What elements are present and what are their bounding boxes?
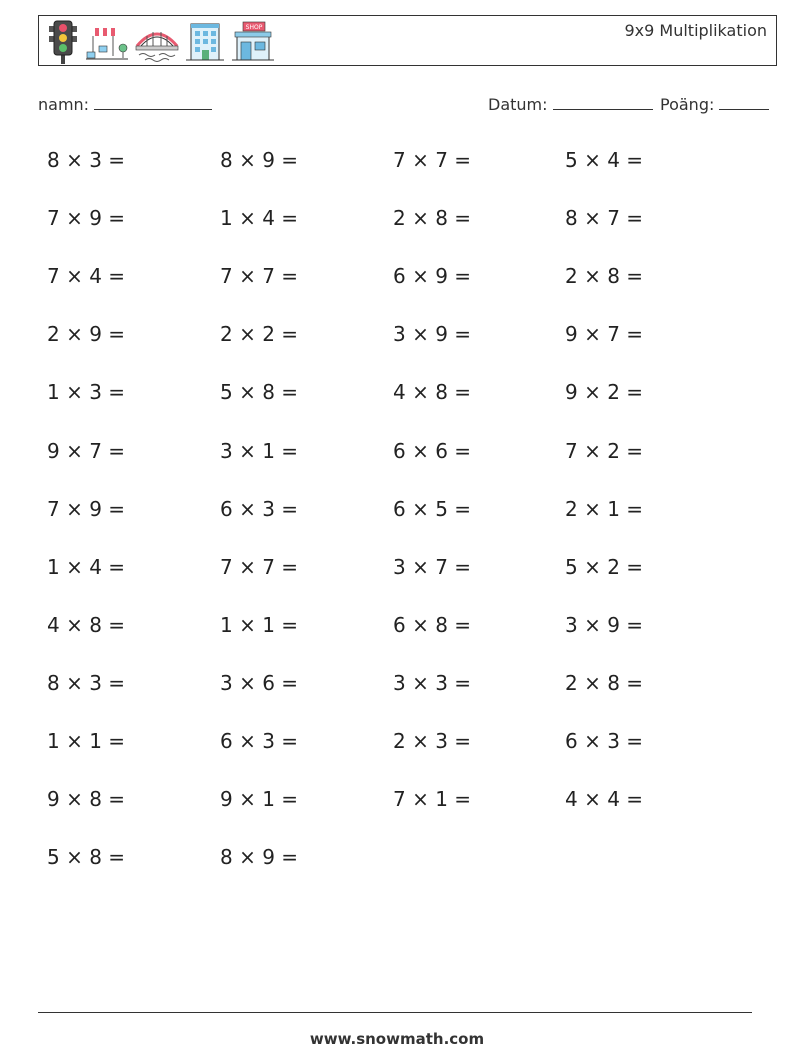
shop-icon: [231, 20, 275, 64]
problem-item: 3 × 3 =: [393, 670, 472, 695]
score-label: Poäng:: [660, 95, 715, 114]
problem-item: 8 × 9 =: [220, 148, 299, 172]
problem-item: 7 × 7 =: [220, 554, 299, 579]
problem-item: 7 × 2 =: [565, 438, 644, 463]
problem-item: 1 × 4 =: [47, 554, 126, 579]
problem-item: 7 × 9 =: [47, 206, 126, 231]
name-line[interactable]: [94, 95, 212, 110]
problem-item: 2 × 2 =: [220, 322, 299, 347]
problem-item: 3 × 9 =: [393, 322, 472, 347]
name-field: [38, 95, 212, 114]
problem-item: 8 × 3 =: [47, 148, 126, 172]
problem-item: 7 × 9 =: [47, 496, 126, 521]
problem-item: 6 × 9 =: [393, 264, 472, 289]
problem-item: 3 × 6 =: [220, 670, 299, 695]
problem-item: 1 × 3 =: [47, 380, 126, 405]
problem-item: 6 × 3 =: [220, 729, 299, 753]
problem-item: 2 × 1 =: [565, 496, 644, 521]
market-stall-icon: [85, 20, 129, 64]
footer-url: www.snowmath.com: [309, 1030, 485, 1048]
problem-item: 9 × 8 =: [47, 787, 126, 812]
problem-item: 4 × 8 =: [47, 612, 126, 637]
problem-item: 6 × 6 =: [393, 438, 472, 463]
office-building-icon: [185, 20, 225, 64]
problem-item: 5 × 8 =: [47, 845, 126, 870]
problem-item: 3 × 9 =: [565, 612, 644, 637]
problem-item: 7 × 7 =: [220, 264, 299, 289]
score-field: [660, 95, 769, 114]
footer-divider: [38, 1012, 752, 1013]
date-label: Datum:: [488, 95, 548, 114]
problem-item: 8 × 9 =: [220, 845, 299, 870]
problem-item: 5 × 8 =: [220, 380, 299, 405]
problem-item: 6 × 3 =: [565, 729, 644, 753]
problem-item: 4 × 4 =: [565, 787, 644, 812]
worksheet-title: 9x9 Multiplikation: [624, 21, 767, 40]
problem-item: 2 × 8 =: [393, 206, 472, 231]
problem-item: 3 × 1 =: [220, 438, 299, 463]
problem-item: 2 × 8 =: [565, 264, 644, 289]
problem-item: 9 × 7 =: [47, 438, 126, 463]
traffic-light-icon: [47, 20, 79, 64]
worksheet-header: [38, 15, 777, 66]
problem-item: 9 × 1 =: [220, 787, 299, 812]
problem-item: 8 × 7 =: [565, 206, 644, 231]
problem-item: 6 × 8 =: [393, 612, 472, 637]
problem-item: 5 × 2 =: [565, 554, 644, 579]
problem-item: 1 × 4 =: [220, 206, 299, 231]
shop-sign-text: SHOP: [245, 24, 263, 31]
problem-item: 1 × 1 =: [220, 612, 299, 637]
problem-item: 9 × 7 =: [565, 322, 644, 347]
problem-item: 8 × 3 =: [47, 670, 126, 695]
date-field: [488, 95, 653, 114]
problem-item: 3 × 7 =: [393, 554, 472, 579]
problem-item: 7 × 1 =: [393, 787, 472, 812]
problem-item: 1 × 1 =: [47, 729, 126, 753]
problem-item: 2 × 8 =: [565, 670, 644, 695]
score-line[interactable]: [719, 95, 769, 110]
header-icons: [47, 20, 275, 64]
problem-item: 9 × 2 =: [565, 380, 644, 405]
problem-item: 6 × 5 =: [393, 496, 472, 521]
problem-item: 7 × 7 =: [393, 148, 472, 172]
problem-item: 2 × 9 =: [47, 322, 126, 347]
problem-item: 2 × 3 =: [393, 729, 472, 753]
date-line[interactable]: [553, 95, 653, 110]
problem-item: 5 × 4 =: [565, 148, 644, 172]
bridge-icon: [135, 20, 179, 64]
problem-item: 7 × 4 =: [47, 264, 126, 289]
problem-item: 6 × 3 =: [220, 496, 299, 521]
name-label: namn:: [38, 95, 90, 114]
problem-item: 4 × 8 =: [393, 380, 472, 405]
